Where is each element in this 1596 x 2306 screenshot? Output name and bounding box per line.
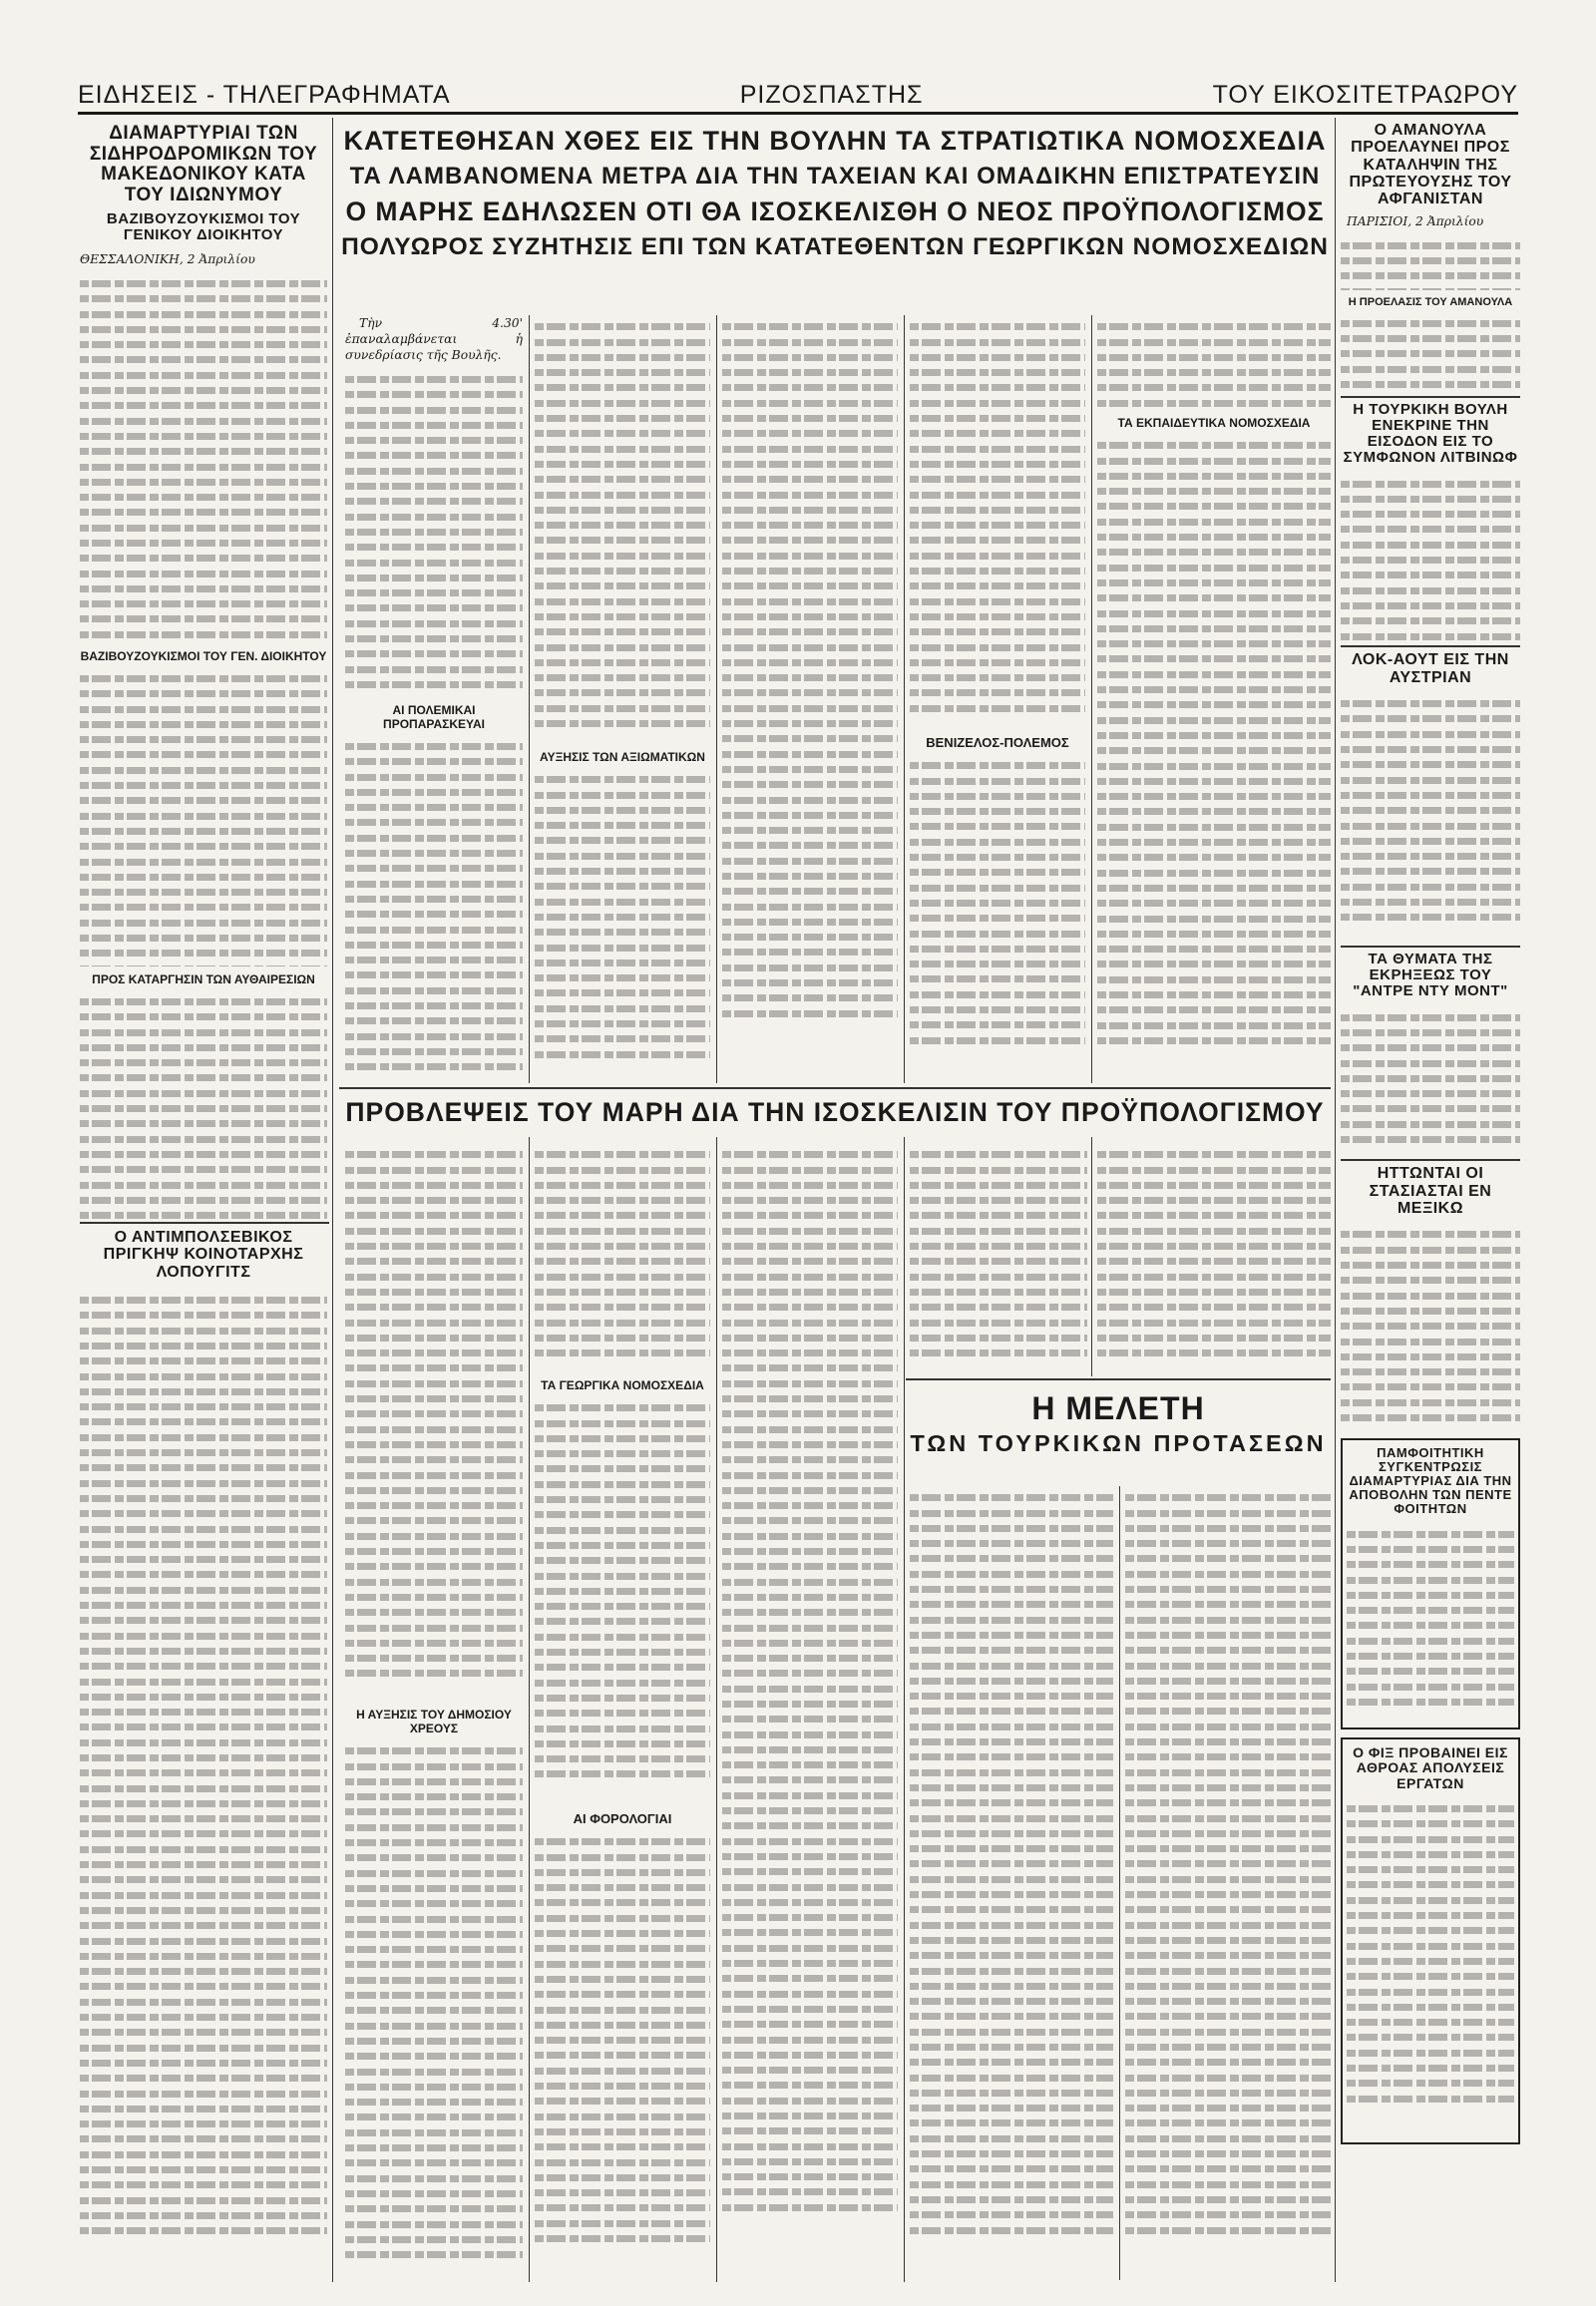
body-text [535, 315, 710, 744]
masthead-rule [78, 112, 1518, 115]
subheading: ΑΙ ΦΟΡΟΛΟΓΙΑΙ [573, 1811, 672, 1826]
turkish-col-2 [1125, 1486, 1331, 2280]
column-rule [529, 1137, 530, 2282]
body-text [345, 1143, 523, 1702]
body-text [910, 1143, 1087, 1367]
main-col-2 [535, 315, 710, 1083]
column-rule [529, 315, 530, 1083]
intro-text: Τὴν 4.30' ἐπαναλαμβάνεται ἡ συνεδρίασις τῆς Βουλῆς. [345, 316, 523, 363]
subheading: ΤΑ ΕΚΠΑΙΔΕΥΤΙΚΑ ΝΟΜΟΣΧΕΔΙΑ [1117, 416, 1311, 430]
subheading: ΤΑ ΓΕΩΡΓΙΚΑ ΝΟΜΟΣΧΕΔΙΑ [541, 1378, 704, 1392]
article-headline: Ο ΦΙΞ ΠΡΟΒΑΙΝΕΙ ΕΙΣ ΑΘΡΟΑΣ ΑΠΟΛΥΣΕΙΣ ΕΡΓΑΤΩΝ [1353, 1744, 1508, 1791]
lower-col-3 [722, 1143, 898, 2280]
subheading: ΠΡΟΣ ΚΑΤΑΡΓΗΣΙΝ ΤΩΝ ΑΥΘΑΙΡΕΣΙΩΝ [92, 971, 315, 986]
dateline: ΘΕΣΣΑΛΟΝΙΚΗ, 2 Ἀπριλίου [80, 252, 255, 267]
column-rule [904, 315, 905, 1083]
column-rule [716, 315, 717, 1083]
masthead [78, 80, 1518, 110]
article-headline: ΗΤΤΩΝΤΑΙ ΟΙ ΣΤΑΣΙΑΣΤΑΙ ΕΝ ΜΕΞΙΚΩ [1369, 1165, 1492, 1217]
dateline: ΠΑΡΙΣΙΟΙ, 2 Ἀπριλίου [1347, 214, 1484, 229]
body-text [535, 1830, 710, 2269]
article-headline: ΛΟΚ-ΑΟΥΤ ΕΙΣ ΤΗΝ ΑΥΣΤΡΙΑΝ [1352, 651, 1509, 686]
main-col-4 [910, 315, 1085, 1083]
body-text [910, 754, 1085, 1063]
left-article [80, 124, 327, 1221]
column-rule [716, 1137, 717, 2282]
main-col-3 [722, 315, 898, 1083]
mid-banner [339, 1091, 1331, 1135]
subheading: ΒΕΝΙΖΕΛΟΣ-ΠΟΛΕΜΟΣ [926, 735, 1069, 750]
body-text [1097, 434, 1331, 1072]
body-text [535, 1396, 710, 1805]
article-headline: ΔΙΑΜΑΡΤΥΡΙΑΙ ΤΩΝ ΣΙΔΗΡΟΔΡΟΜΙΚΩΝ ΤΟΥ ΜΑΚΕΔΟΝΙΚΟΥ ΚΑΤΑ ΤΟΥ ΙΔΙΩΝΥΜΟΥ [89, 124, 318, 205]
lower-col-4 [910, 1143, 1087, 1372]
lower-col-2 [535, 1143, 710, 2280]
body-text [1341, 692, 1520, 942]
mid-banner-headline: ΠΡΟΒΛΕΨΕΙΣ ΤΟΥ ΜΑΡΗ ΔΙΑ ΤΗΝ ΙΣΟΣΚΕΛΙΣΙΝ ΤΟΥ ΠΡΟΫΠΟΛΟΓΙΣΜΟΥ [345, 1097, 1325, 1127]
column-rule [332, 118, 333, 2282]
article-headline: Η ΤΟΥΡΚΙΚΗ ΒΟΥΛΗ ΕΝΕΚΡΙΝΕ ΤΗΝ ΕΙΣΟΔΟΝ ΕΙΣ ΤΟ ΣΥΜΦΩΝΟΝ ΛΙΤΒΙΝΩΦ [1343, 400, 1518, 467]
subheading: Η ΠΡΟΕΛΑΣΙΣ ΤΟΥ ΑΜΑΝΟΥΛΑ [1348, 295, 1513, 308]
body-text [1097, 315, 1331, 410]
subheading: ΒΑΖΙΒΟΥΖΟΥΚΙΣΜΟΙ ΤΟΥ ΓΕΝ. ΔΙΟΙΚΗΤΟΥ [80, 648, 327, 663]
body-text [910, 1486, 1113, 2274]
body-text [80, 1289, 327, 2286]
article-headline: ΤΑ ΘΥΜΑΤΑ ΤΗΣ ΕΚΡΗΞΕΩΣ ΤΟΥ "ΑΝΤΡΕ ΝΤΥ ΜΟΝΤ" [1353, 950, 1508, 1000]
subheading: ΑΥΞΗΣΙΣ ΤΩΝ ΑΞΙΩΜΑΤΙΚΩΝ [540, 750, 705, 764]
column-rule [1091, 1137, 1092, 1376]
banner-line-1: ΚΑΤΕΤΕΘΗΣΑΝ ΧΘΕΣ ΕΙΣ ΤΗΝ ΒΟΥΛΗΝ ΤΑ ΣΤΡΑΤΙΩΤΙΚΑ ΝΟΜΟΣΧΕΔΙΑ [343, 126, 1327, 156]
left-article-2 [80, 1229, 327, 2286]
body-text [1341, 1005, 1520, 1155]
main-banner [339, 122, 1331, 313]
body-text [1097, 1143, 1331, 1367]
section-rule [906, 1378, 1331, 1380]
body-text [535, 1143, 710, 1372]
body-text [80, 272, 327, 643]
body-text [80, 990, 327, 1221]
article-headline: Ο ΑΜΑΝΟΥΛΑ ΠΡΟΕΛΑΥΝΕΙ ΠΡΟΣ ΚΑΤΑΛΗΨΙΝ ΤΗΣ ΠΡΩΤΕΥΟΥΣΗΣ ΤΟΥ ΑΦΓΑΝΙΣΤΑΝ [1349, 122, 1512, 208]
body-text [1347, 1522, 1514, 1722]
article-headline: ΠΑΜΦΟΙΤΗΤΙΚΗ ΣΥΓΚΕΝΤΡΩΣΙΣ ΔΙΑΜΑΡΤΥΡΙΑΣ ΔΙΑ ΤΗΝ ΑΠΟΒΟΛΗΝ ΤΩΝ ΠΕΝΤΕ ΦΟΙΤΗΤΩΝ [1349, 1445, 1512, 1517]
body-text [722, 315, 898, 1053]
body-text [1341, 312, 1520, 392]
article-headline: Ο ΑΝΤΙΜΠΟΛΣΕΒΙΚΟΣ ΠΡΙΓΚΗΨ ΚΟΙΝΟΤΑΡΧΗΣ ΛΟΠΟΥΓΙΤΣ [103, 1229, 304, 1281]
subheading: ΑΙ ΠΟΛΕΜΙΚΑΙ ΠΡΟΠΑΡΑΣΚΕΥΑΙ [383, 702, 485, 731]
banner-line-3: Ο ΜΑΡΗΣ ΕΔΗΛΩΣΕΝ ΟΤΙ ΘΑ ΙΣΟΣΚΕΛΙΣΘΗ Ο ΝΕΟΣ ΠΡΟΫΠΟΛΟΓΙΣΜΟΣ [345, 196, 1325, 226]
body-text [910, 315, 1085, 729]
right-column [1341, 122, 1520, 2282]
section-rule [339, 1087, 1331, 1089]
section-rule [80, 1222, 329, 1224]
main-col-5 [1097, 315, 1331, 1083]
body-text [1341, 1223, 1520, 1432]
edition-label: ΤΟΥ ΕΙΚΟΣΙΤΕΤΡΑΩΡΟΥ [1212, 80, 1518, 109]
column-rule [1119, 1486, 1120, 2280]
lower-col-1 [345, 1143, 523, 2280]
body-text [722, 1143, 898, 2270]
boxed-article [1341, 1737, 1520, 2143]
boxed-article [1341, 1438, 1520, 1730]
article-deck: ΒΑΖΙΒΟΥΖΟΥΚΙΣΜΟΙ ΤΟΥ ΓΕΝΙΚΟΥ ΔΙΟΙΚΗΤΟΥ [106, 210, 301, 244]
body-text [1125, 1486, 1331, 2274]
article-headline: Η ΜΕΛΕΤΗ [1031, 1390, 1205, 1426]
body-text [80, 667, 327, 966]
subheading: Η ΑΥΞΗΣΙΣ ΤΟΥ ΔΗΜΟΣΙΟΥ ΧΡΕΟΥΣ [356, 1708, 512, 1735]
body-text [1347, 1797, 1514, 2136]
column-rule [904, 1137, 905, 2282]
body-text [345, 735, 523, 1083]
body-text [1341, 234, 1520, 290]
body-text [345, 1739, 523, 2278]
lower-col-5 [1097, 1143, 1331, 1372]
body-text [535, 768, 710, 1067]
section-label: ΕΙΔΗΣΕΙΣ - ΤΗΛΕΓΡΑΦΗΜΑΤΑ [78, 80, 451, 109]
banner-line-4: ΠΟΛΥΩΡΟΣ ΣΥΖΗΤΗΣΙΣ ΕΠΙ ΤΩΝ ΚΑΤΑΤΕΘΕΝΤΩΝ ΓΕΩΡΓΙΚΩΝ ΝΟΜΟΣΧΕΔΙΩΝ [341, 232, 1329, 260]
column-rule [1335, 118, 1336, 2282]
column-rule [1091, 315, 1092, 1083]
article-headline: ΤΩΝ ΤΟΥΡΚΙΚΩΝ ΠΡΟΤΑΣΕΩΝ [910, 1430, 1327, 1456]
newspaper-name: ΡΙΖΟΣΠΑΣΤΗΣ [739, 80, 924, 109]
turkish-col-1 [910, 1486, 1113, 2280]
body-text [345, 368, 523, 697]
body-text [1341, 472, 1520, 641]
turkish-article-head [906, 1382, 1331, 1482]
main-col-1 [345, 315, 523, 1083]
banner-line-2: ΤΑ ΛΑΜΒΑΝΟΜΕΝΑ ΜΕΤΡΑ ΔΙΑ ΤΗΝ ΤΑΧΕΙΑΝ ΚΑΙ ΟΜΑΔΙΚΗΝ ΕΠΙΣΤΡΑΤΕΥΣΙΝ [349, 163, 1321, 190]
